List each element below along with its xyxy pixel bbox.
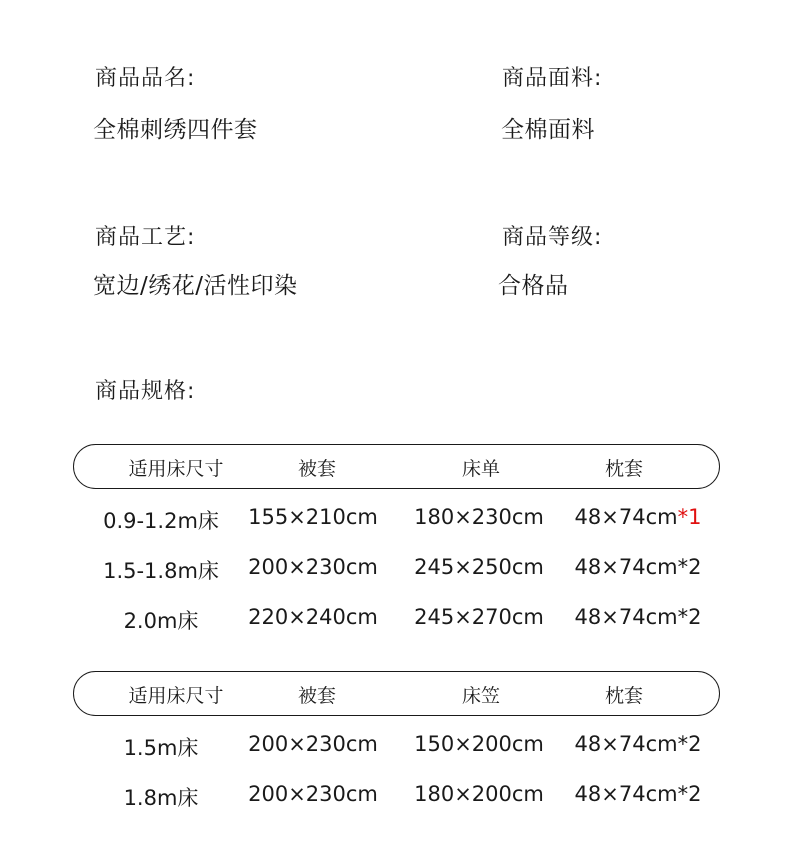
pillow-qty: *2 [677, 555, 702, 579]
name-label: 商品品名: [95, 66, 196, 91]
row-size: 1.5-1.8m床 [103, 559, 219, 583]
fabric-label: 商品面料: [502, 66, 603, 91]
grade-label: 商品等级: [502, 225, 603, 250]
pillow-size: 48×74cm [574, 605, 678, 629]
row-pillow [553, 555, 723, 579]
row-duvet: 220×240cm [248, 605, 378, 629]
row-pillow [553, 732, 723, 756]
row-pillow [553, 505, 723, 529]
name-value: 全棉刺绣四件套 [93, 117, 258, 143]
row-duvet: 200×230cm [248, 555, 378, 579]
row-sheet: 180×230cm [414, 505, 544, 529]
table2-header-fitted-sheet: 床笠 [461, 685, 500, 707]
row-duvet: 200×230cm [248, 732, 378, 756]
craft-label: 商品工艺: [95, 225, 196, 250]
row-sheet: 245×250cm [414, 555, 544, 579]
table1-header-duvet: 被套 [297, 458, 336, 480]
craft-value: 宽边/绣花/活性印染 [93, 273, 298, 299]
pillow-size: 48×74cm [574, 505, 678, 529]
row-size: 1.5m床 [123, 736, 199, 760]
row-size: 0.9-1.2m床 [103, 509, 219, 533]
table1-header-size: 适用床尺寸 [128, 458, 224, 480]
pillow-qty: *2 [677, 782, 702, 806]
pillow-qty: *2 [677, 605, 702, 629]
table2-header-size: 适用床尺寸 [128, 685, 224, 707]
table2-header-pillow: 枕套 [604, 685, 643, 707]
row-size: 2.0m床 [123, 609, 199, 633]
row-sheet: 180×200cm [414, 782, 544, 806]
row-duvet: 200×230cm [248, 782, 378, 806]
spec-label: 商品规格: [95, 379, 196, 404]
row-pillow [553, 605, 723, 629]
pillow-size: 48×74cm [574, 782, 678, 806]
row-sheet: 245×270cm [414, 605, 544, 629]
table2-header-duvet: 被套 [297, 685, 336, 707]
row-sheet: 150×200cm [414, 732, 544, 756]
grade-value: 合格品 [498, 273, 569, 299]
table1-header-sheet: 床单 [461, 458, 500, 480]
pillow-size: 48×74cm [574, 732, 678, 756]
table1-header-pillow: 枕套 [604, 458, 643, 480]
row-size: 1.8m床 [123, 786, 199, 810]
row-duvet: 155×210cm [248, 505, 378, 529]
pillow-size: 48×74cm [574, 555, 678, 579]
pillow-qty: *2 [677, 732, 702, 756]
pillow-qty-highlight: *1 [677, 505, 702, 529]
row-pillow [553, 782, 723, 806]
fabric-value: 全棉面料 [501, 117, 595, 143]
